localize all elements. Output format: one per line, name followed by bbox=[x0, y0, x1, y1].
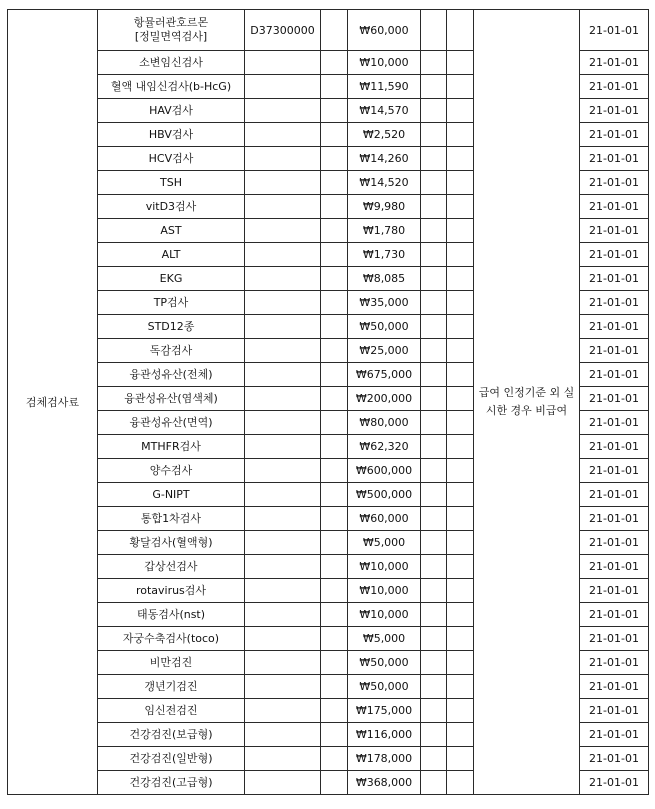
item-price-cell: ₩368,000 bbox=[348, 771, 421, 795]
empty-cell bbox=[321, 171, 348, 195]
empty-cell bbox=[321, 315, 348, 339]
empty-cell bbox=[447, 579, 474, 603]
item-name: HAV검사 bbox=[149, 103, 193, 117]
item-price-cell: ₩200,000 bbox=[348, 387, 421, 411]
item-name-cell bbox=[98, 627, 245, 651]
empty-cell bbox=[421, 651, 447, 675]
empty-cell bbox=[321, 267, 348, 291]
item-price-cell: ₩1,780 bbox=[348, 219, 421, 243]
empty-cell bbox=[421, 171, 447, 195]
empty-cell bbox=[421, 603, 447, 627]
item-code-cell bbox=[245, 147, 321, 171]
empty-cell bbox=[321, 219, 348, 243]
empty-cell bbox=[421, 675, 447, 699]
empty-cell bbox=[447, 507, 474, 531]
item-date-cell: 21-01-01 bbox=[580, 531, 649, 555]
empty-cell bbox=[421, 10, 447, 51]
item-name-cell bbox=[98, 99, 245, 123]
item-code-cell bbox=[245, 267, 321, 291]
item-code-cell bbox=[245, 603, 321, 627]
empty-cell bbox=[321, 699, 348, 723]
item-code-cell bbox=[245, 387, 321, 411]
item-price-cell: ₩60,000 bbox=[348, 507, 421, 531]
item-name: rotavirus검사 bbox=[135, 583, 207, 597]
item-name: 자궁수축검사(toco) bbox=[122, 631, 220, 645]
empty-cell bbox=[421, 75, 447, 99]
item-price-cell: ₩80,000 bbox=[348, 411, 421, 435]
item-code-cell bbox=[245, 507, 321, 531]
empty-cell bbox=[321, 435, 348, 459]
item-name: 통합1차검사 bbox=[140, 511, 202, 525]
empty-cell bbox=[421, 99, 447, 123]
item-code-cell bbox=[245, 243, 321, 267]
item-name: 갑상선검사 bbox=[144, 559, 198, 573]
empty-cell bbox=[321, 243, 348, 267]
empty-cell bbox=[321, 771, 348, 795]
empty-cell bbox=[447, 219, 474, 243]
item-name-cell bbox=[98, 747, 245, 771]
item-code-cell bbox=[245, 363, 321, 387]
empty-cell bbox=[447, 243, 474, 267]
item-price-cell: ₩9,980 bbox=[348, 195, 421, 219]
item-code-cell bbox=[245, 555, 321, 579]
empty-cell bbox=[421, 339, 447, 363]
empty-cell bbox=[421, 363, 447, 387]
item-name: HCV검사 bbox=[148, 151, 194, 165]
item-name-cell bbox=[98, 771, 245, 795]
item-code-cell bbox=[245, 675, 321, 699]
empty-cell bbox=[321, 627, 348, 651]
empty-cell bbox=[321, 459, 348, 483]
empty-cell bbox=[421, 51, 447, 75]
item-name: 건강검진(일반형) bbox=[129, 751, 213, 765]
item-code-cell bbox=[245, 531, 321, 555]
item-name-cell bbox=[98, 387, 245, 411]
empty-cell bbox=[447, 291, 474, 315]
empty-cell bbox=[447, 675, 474, 699]
item-name-cell bbox=[98, 555, 245, 579]
item-name-cell bbox=[98, 219, 245, 243]
table-row bbox=[8, 10, 649, 51]
empty-cell bbox=[421, 243, 447, 267]
item-code-cell bbox=[245, 51, 321, 75]
item-code-cell bbox=[245, 651, 321, 675]
item-date-cell: 21-01-01 bbox=[580, 339, 649, 363]
empty-cell bbox=[447, 459, 474, 483]
item-date-cell: 21-01-01 bbox=[580, 627, 649, 651]
empty-cell bbox=[447, 387, 474, 411]
empty-cell bbox=[321, 363, 348, 387]
item-code-cell bbox=[245, 123, 321, 147]
item-price-cell: ₩175,000 bbox=[348, 699, 421, 723]
empty-cell bbox=[321, 555, 348, 579]
item-name-cell bbox=[98, 75, 245, 99]
empty-cell bbox=[321, 723, 348, 747]
item-code-cell bbox=[245, 747, 321, 771]
empty-cell bbox=[447, 435, 474, 459]
item-name-cell bbox=[98, 483, 245, 507]
item-price-cell: ₩60,000 bbox=[348, 10, 421, 51]
item-price-cell: ₩50,000 bbox=[348, 675, 421, 699]
item-code-cell bbox=[245, 171, 321, 195]
item-date-cell: 21-01-01 bbox=[580, 363, 649, 387]
item-name-cell bbox=[98, 603, 245, 627]
item-date-cell: 21-01-01 bbox=[580, 315, 649, 339]
empty-cell bbox=[447, 627, 474, 651]
item-price-cell: ₩10,000 bbox=[348, 555, 421, 579]
empty-cell bbox=[421, 411, 447, 435]
empty-cell bbox=[321, 579, 348, 603]
empty-cell bbox=[321, 387, 348, 411]
empty-cell bbox=[321, 51, 348, 75]
item-date-cell: 21-01-01 bbox=[580, 195, 649, 219]
item-name: 갱년기검진 bbox=[144, 679, 198, 693]
item-price-cell: ₩14,570 bbox=[348, 99, 421, 123]
empty-cell bbox=[447, 603, 474, 627]
empty-cell bbox=[421, 771, 447, 795]
item-name: 비만검진 bbox=[149, 655, 193, 669]
empty-cell bbox=[321, 507, 348, 531]
item-date-cell: 21-01-01 bbox=[580, 507, 649, 531]
item-price-cell: ₩1,730 bbox=[348, 243, 421, 267]
empty-cell bbox=[421, 459, 447, 483]
empty-cell bbox=[421, 507, 447, 531]
item-date-cell: 21-01-01 bbox=[580, 435, 649, 459]
empty-cell bbox=[447, 411, 474, 435]
item-name: G-NIPT bbox=[152, 487, 190, 501]
item-date-cell: 21-01-01 bbox=[580, 723, 649, 747]
empty-cell bbox=[321, 10, 348, 51]
item-name-cell bbox=[98, 339, 245, 363]
item-name: 항뮬러관호르몬 [정밀면역검사] bbox=[133, 16, 209, 43]
item-name-cell bbox=[98, 507, 245, 531]
empty-cell bbox=[421, 267, 447, 291]
empty-cell bbox=[321, 123, 348, 147]
item-date-cell: 21-01-01 bbox=[580, 459, 649, 483]
empty-cell bbox=[321, 531, 348, 555]
item-name: 황달검사(혈액형) bbox=[129, 535, 213, 549]
empty-cell bbox=[447, 771, 474, 795]
item-name: 융관성유산(면역) bbox=[129, 415, 213, 429]
item-name-cell bbox=[98, 531, 245, 555]
category-cell: 검체검사료 bbox=[8, 10, 98, 795]
item-price-cell: ₩50,000 bbox=[348, 315, 421, 339]
item-name-cell bbox=[98, 123, 245, 147]
item-date-cell: 21-01-01 bbox=[580, 243, 649, 267]
item-name: 양수검사 bbox=[149, 463, 193, 477]
item-name-cell bbox=[98, 459, 245, 483]
item-code-cell bbox=[245, 435, 321, 459]
empty-cell bbox=[447, 531, 474, 555]
empty-cell bbox=[421, 627, 447, 651]
empty-cell bbox=[421, 531, 447, 555]
item-price-cell: ₩14,260 bbox=[348, 147, 421, 171]
item-price-cell: ₩50,000 bbox=[348, 651, 421, 675]
item-code-cell bbox=[245, 771, 321, 795]
empty-cell bbox=[321, 291, 348, 315]
item-code-cell bbox=[245, 411, 321, 435]
empty-cell bbox=[447, 123, 474, 147]
item-name: 독감검사 bbox=[149, 343, 193, 357]
empty-cell bbox=[321, 339, 348, 363]
item-name-cell bbox=[98, 315, 245, 339]
item-date-cell: 21-01-01 bbox=[580, 387, 649, 411]
item-date-cell: 21-01-01 bbox=[580, 147, 649, 171]
item-date-cell: 21-01-01 bbox=[580, 747, 649, 771]
item-name: 태동검사(nst) bbox=[136, 607, 206, 621]
item-name: STD12종 bbox=[147, 319, 195, 333]
empty-cell bbox=[321, 411, 348, 435]
item-date-cell: 21-01-01 bbox=[580, 699, 649, 723]
empty-cell bbox=[321, 99, 348, 123]
item-price-cell: ₩62,320 bbox=[348, 435, 421, 459]
item-code-cell bbox=[245, 579, 321, 603]
item-date-cell: 21-01-01 bbox=[580, 123, 649, 147]
empty-cell bbox=[447, 315, 474, 339]
empty-cell bbox=[447, 267, 474, 291]
empty-cell bbox=[447, 723, 474, 747]
item-name-cell bbox=[98, 51, 245, 75]
empty-cell bbox=[421, 483, 447, 507]
note-cell: 급여 인정기준 외 실시한 경우 비급여 bbox=[474, 10, 580, 795]
item-name: 임신전검진 bbox=[144, 703, 198, 717]
item-price-cell: ₩35,000 bbox=[348, 291, 421, 315]
item-code-cell: D37300000 bbox=[245, 10, 321, 51]
item-code-cell bbox=[245, 483, 321, 507]
item-price-cell: ₩116,000 bbox=[348, 723, 421, 747]
item-name-cell bbox=[98, 267, 245, 291]
item-price-cell: ₩5,000 bbox=[348, 531, 421, 555]
item-name: vitD3검사 bbox=[145, 199, 197, 213]
item-name: 융관성유산(염색체) bbox=[124, 391, 218, 405]
fee-table-body bbox=[8, 10, 649, 795]
item-name: 융관성유산(전체) bbox=[129, 367, 213, 381]
item-price-cell: ₩10,000 bbox=[348, 579, 421, 603]
item-code-cell bbox=[245, 627, 321, 651]
empty-cell bbox=[447, 195, 474, 219]
item-date-cell: 21-01-01 bbox=[580, 291, 649, 315]
item-date-cell: 21-01-01 bbox=[580, 171, 649, 195]
empty-cell bbox=[447, 171, 474, 195]
item-date-cell: 21-01-01 bbox=[580, 51, 649, 75]
item-code-cell bbox=[245, 699, 321, 723]
item-name: 혈액 내임신검사(b-HcG) bbox=[110, 79, 232, 93]
item-date-cell: 21-01-01 bbox=[580, 267, 649, 291]
empty-cell bbox=[321, 147, 348, 171]
item-code-cell bbox=[245, 459, 321, 483]
empty-cell bbox=[447, 51, 474, 75]
item-price-cell: ₩10,000 bbox=[348, 51, 421, 75]
item-name-cell bbox=[98, 579, 245, 603]
empty-cell bbox=[321, 483, 348, 507]
item-code-cell bbox=[245, 291, 321, 315]
empty-cell bbox=[447, 99, 474, 123]
item-name-cell bbox=[98, 723, 245, 747]
item-name-cell bbox=[98, 699, 245, 723]
item-name: 건강검진(보급형) bbox=[129, 727, 213, 741]
item-name: 소변임신검사 bbox=[139, 55, 203, 69]
item-name-cell bbox=[98, 651, 245, 675]
item-date-cell: 21-01-01 bbox=[580, 651, 649, 675]
item-name-cell bbox=[98, 675, 245, 699]
item-name-cell bbox=[98, 291, 245, 315]
empty-cell bbox=[421, 435, 447, 459]
item-code-cell bbox=[245, 195, 321, 219]
item-price-cell: ₩500,000 bbox=[348, 483, 421, 507]
empty-cell bbox=[421, 699, 447, 723]
item-date-cell: 21-01-01 bbox=[580, 10, 649, 51]
item-name-cell bbox=[98, 195, 245, 219]
empty-cell bbox=[447, 10, 474, 51]
empty-cell bbox=[447, 747, 474, 771]
empty-cell bbox=[447, 339, 474, 363]
item-name: EKG bbox=[159, 271, 183, 285]
item-price-cell: ₩25,000 bbox=[348, 339, 421, 363]
item-price-cell: ₩178,000 bbox=[348, 747, 421, 771]
empty-cell bbox=[321, 603, 348, 627]
item-code-cell bbox=[245, 723, 321, 747]
item-date-cell: 21-01-01 bbox=[580, 219, 649, 243]
item-price-cell: ₩10,000 bbox=[348, 603, 421, 627]
empty-cell bbox=[421, 123, 447, 147]
empty-cell bbox=[421, 315, 447, 339]
item-date-cell: 21-01-01 bbox=[580, 675, 649, 699]
item-price-cell: ₩14,520 bbox=[348, 171, 421, 195]
empty-cell bbox=[421, 219, 447, 243]
item-price-cell: ₩600,000 bbox=[348, 459, 421, 483]
empty-cell bbox=[447, 363, 474, 387]
item-code-cell bbox=[245, 339, 321, 363]
item-name-cell bbox=[98, 243, 245, 267]
item-price-cell: ₩5,000 bbox=[348, 627, 421, 651]
item-date-cell: 21-01-01 bbox=[580, 771, 649, 795]
item-date-cell: 21-01-01 bbox=[580, 579, 649, 603]
empty-cell bbox=[321, 195, 348, 219]
empty-cell bbox=[421, 147, 447, 171]
item-name: MTHFR검사 bbox=[141, 439, 201, 453]
item-name-cell bbox=[98, 411, 245, 435]
item-date-cell: 21-01-01 bbox=[580, 603, 649, 627]
item-name-cell bbox=[98, 363, 245, 387]
item-name: HBV검사 bbox=[148, 127, 194, 141]
item-date-cell: 21-01-01 bbox=[580, 75, 649, 99]
item-date-cell: 21-01-01 bbox=[580, 483, 649, 507]
empty-cell bbox=[321, 747, 348, 771]
item-name-cell bbox=[98, 171, 245, 195]
item-name: TSH bbox=[160, 175, 182, 189]
empty-cell bbox=[421, 387, 447, 411]
empty-cell bbox=[447, 555, 474, 579]
empty-cell bbox=[447, 651, 474, 675]
empty-cell bbox=[421, 723, 447, 747]
empty-cell bbox=[447, 147, 474, 171]
empty-cell bbox=[421, 195, 447, 219]
item-price-cell: ₩2,520 bbox=[348, 123, 421, 147]
empty-cell bbox=[447, 75, 474, 99]
item-name: 건강검진(고급형) bbox=[129, 775, 213, 789]
empty-cell bbox=[321, 675, 348, 699]
item-price-cell: ₩11,590 bbox=[348, 75, 421, 99]
item-date-cell: 21-01-01 bbox=[580, 555, 649, 579]
item-name-cell bbox=[98, 435, 245, 459]
item-name: TP검사 bbox=[153, 295, 189, 309]
empty-cell bbox=[447, 483, 474, 507]
empty-cell bbox=[321, 651, 348, 675]
item-code-cell bbox=[245, 99, 321, 123]
item-name: ALT bbox=[161, 247, 181, 261]
empty-cell bbox=[421, 579, 447, 603]
empty-cell bbox=[421, 291, 447, 315]
item-price-cell: ₩675,000 bbox=[348, 363, 421, 387]
item-price-cell: ₩8,085 bbox=[348, 267, 421, 291]
fee-table bbox=[7, 9, 649, 795]
item-name-cell bbox=[98, 10, 245, 51]
empty-cell bbox=[421, 747, 447, 771]
empty-cell bbox=[447, 699, 474, 723]
item-date-cell: 21-01-01 bbox=[580, 99, 649, 123]
item-date-cell: 21-01-01 bbox=[580, 411, 649, 435]
item-code-cell bbox=[245, 219, 321, 243]
empty-cell bbox=[321, 75, 348, 99]
item-name-cell bbox=[98, 147, 245, 171]
item-code-cell bbox=[245, 75, 321, 99]
item-code-cell bbox=[245, 315, 321, 339]
item-name: AST bbox=[160, 223, 182, 237]
empty-cell bbox=[421, 555, 447, 579]
